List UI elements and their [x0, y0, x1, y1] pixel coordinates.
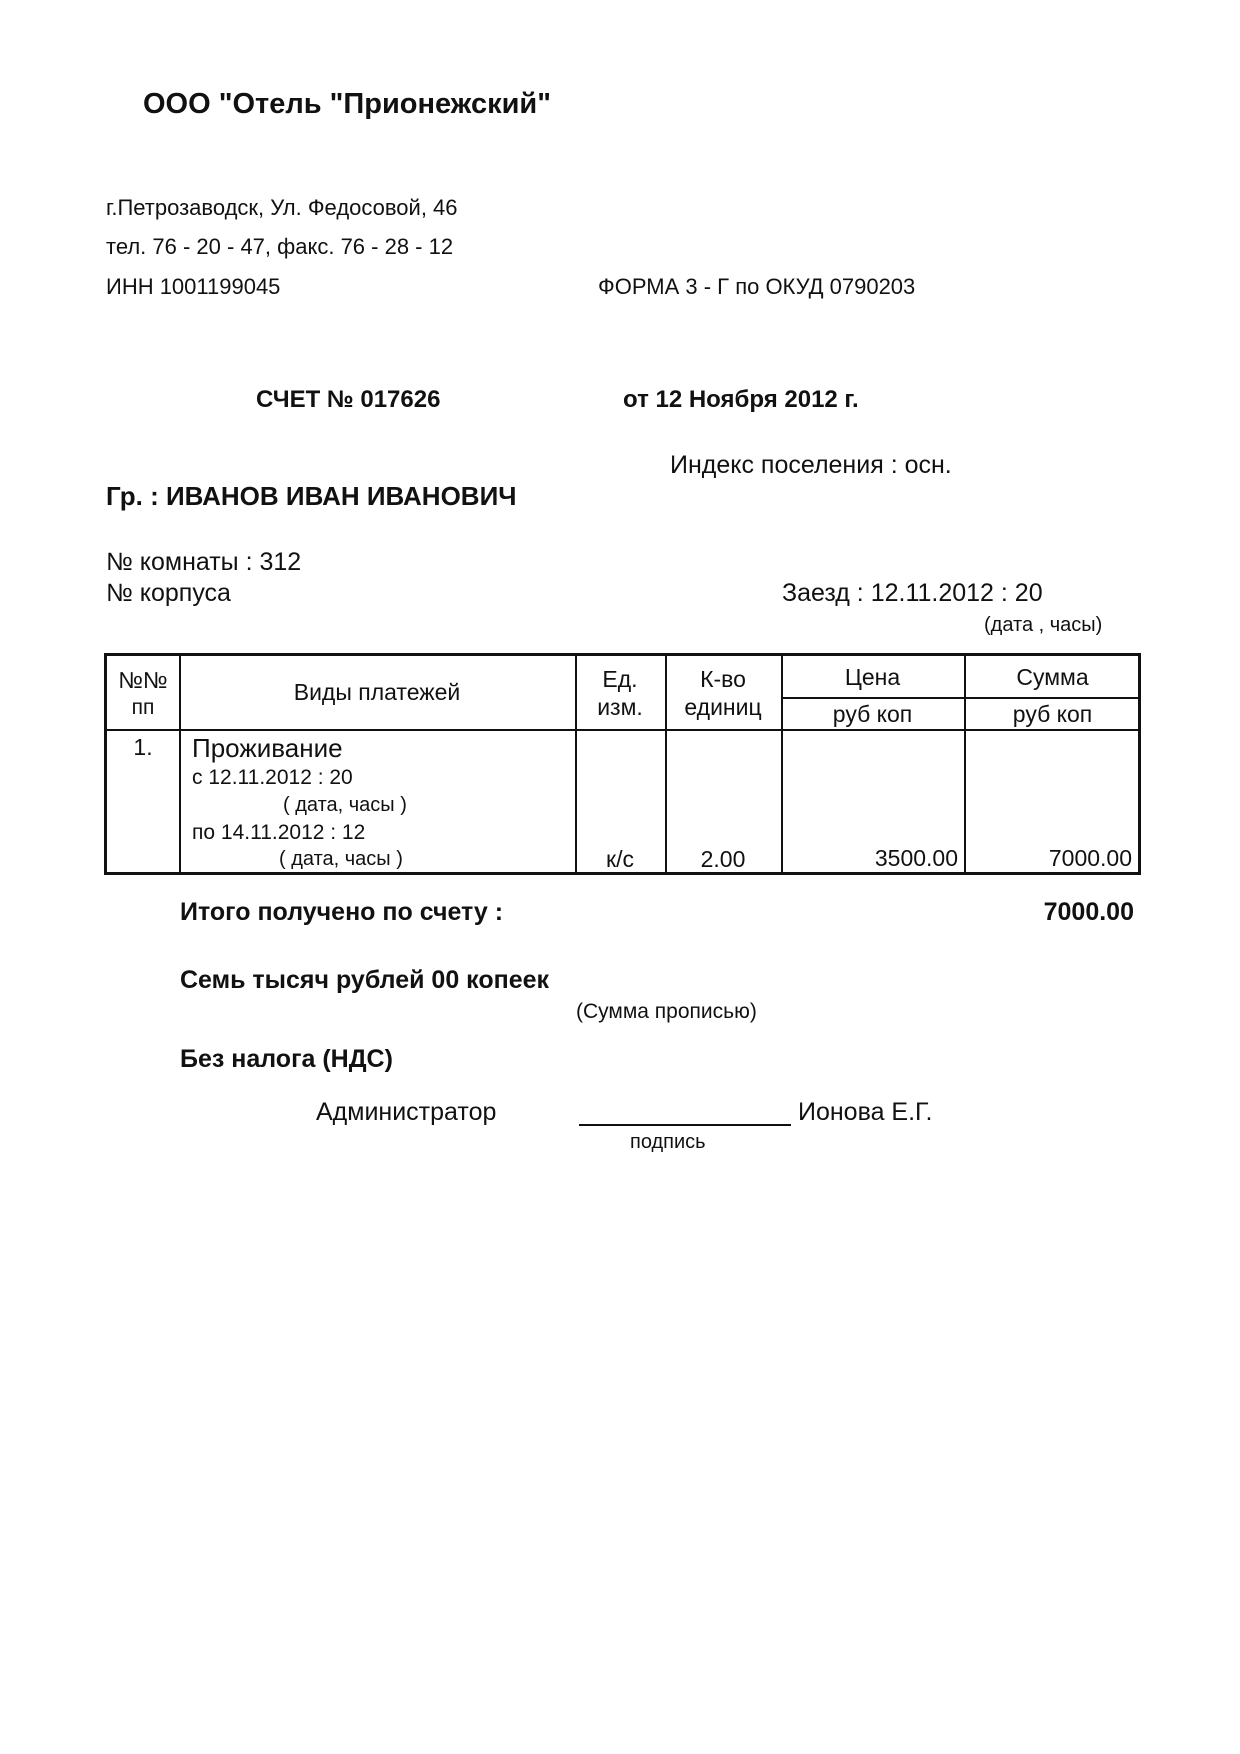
company-phone: тел. 76 - 20 - 47, факс. 76 - 28 - 12: [106, 234, 454, 259]
row-period-from-hint: ( дата, часы ): [283, 794, 407, 816]
row-unit: к/с: [606, 846, 634, 872]
table-divider: [107, 729, 1138, 731]
row-price: 3500.00: [874, 845, 958, 871]
header-unit-line2: изм.: [597, 694, 643, 720]
table-divider: [781, 697, 1138, 699]
tax-note: Без налога (НДС): [180, 1045, 393, 1073]
total-value: 7000.00: [1043, 898, 1134, 926]
room-number: № комнаты : 312: [106, 548, 302, 576]
checkin-datetime: Заезд : 12.11.2012 : 20: [782, 579, 1043, 607]
header-sum-unit: руб коп: [1012, 701, 1093, 727]
total-in-words: Семь тысяч рублей 00 копеек: [180, 966, 550, 994]
header-unit-line1: Ед.: [602, 666, 638, 692]
header-num-line1: №№: [118, 667, 168, 693]
row-period-from: с 12.11.2012 : 20: [192, 766, 353, 789]
company-name: ООО "Отель "Прионежский": [143, 88, 552, 120]
header-sum: Сумма: [1016, 664, 1089, 690]
signature-hint: подпись: [630, 1131, 706, 1153]
invoice-number: СЧЕТ № 017626: [256, 386, 441, 413]
signature-line: [579, 1124, 791, 1126]
header-qty-line1: К-во: [700, 666, 746, 692]
row-num: 1.: [133, 734, 153, 760]
header-num-line2: пп: [131, 696, 155, 719]
total-in-words-hint: (Сумма прописью): [576, 1000, 757, 1023]
row-period-to: по 14.11.2012 : 12: [192, 821, 366, 844]
form-code: ФОРМА 3 - Г по ОКУД 0790203: [598, 274, 916, 299]
header-unit: [575, 665, 665, 721]
header-price-unit: руб коп: [832, 701, 913, 727]
checkin-hint: (дата , часы): [984, 614, 1103, 636]
header-quantity: [665, 665, 781, 721]
row-service: Проживание: [192, 733, 343, 763]
settlement-index: Индекс поселения : осн.: [670, 451, 952, 479]
signatory-role: Администратор: [316, 1098, 497, 1126]
signatory-name: Ионова Е.Г.: [798, 1098, 933, 1126]
row-sum: 7000.00: [1048, 845, 1132, 871]
guest-name: Гр. : ИВАНОВ ИВАН ИВАНОВИЧ: [106, 481, 517, 511]
building-number: № корпуса: [106, 579, 231, 607]
company-inn: ИНН 1001199045: [106, 274, 281, 299]
header-price: Цена: [844, 664, 901, 690]
row-period-to-hint: ( дата, часы ): [279, 848, 403, 870]
invoice-date: от 12 Ноября 2012 г.: [623, 386, 859, 413]
header-qty-line2: единиц: [684, 694, 762, 720]
header-payment-type: Виды платежей: [293, 679, 461, 705]
payments-table: [104, 653, 1141, 875]
total-label: Итого получено по счету :: [180, 898, 504, 926]
row-quantity: 2.00: [700, 846, 746, 872]
company-address: г.Петрозаводск, Ул. Федосовой, 46: [106, 195, 458, 220]
header-num: [107, 666, 179, 722]
